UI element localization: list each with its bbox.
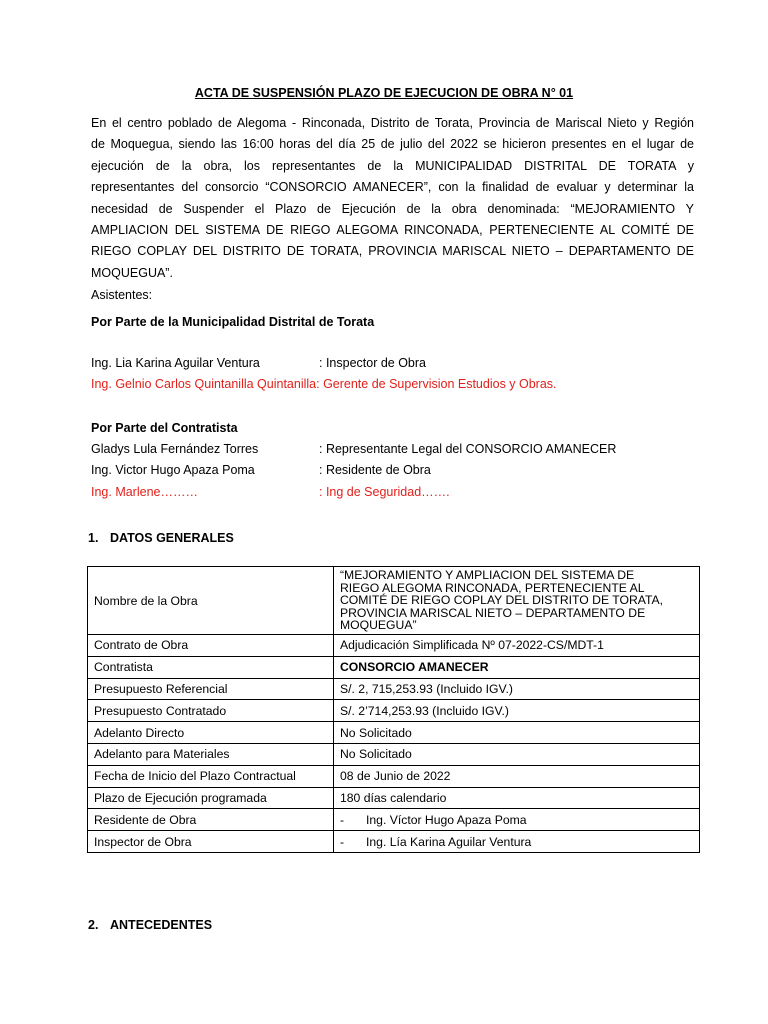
table-label-cell: Presupuesto Referencial (88, 678, 334, 700)
table-value-cell (334, 831, 700, 853)
attendee-name: Ing. Victor Hugo Apaza Poma (91, 463, 255, 477)
intro-line: AMPLIACION DEL SISTEMA DE RIEGO ALEGOMA RINCONADA, PERTENECIENTE AL COMITÉ DE (91, 223, 694, 238)
attendee-role: : Residente de Obra (319, 463, 431, 477)
attendee-role: : Inspector de Obra (319, 356, 427, 370)
table-value-cell: S/. 2’714,253.93 (Incluido IGV.) (334, 700, 700, 722)
table-label-cell: Presupuesto Contratado (88, 700, 334, 722)
table-value-cell: 08 de Junio de 2022 (334, 765, 700, 787)
table-label-cell: Residente de Obra (88, 809, 334, 831)
intro-line: de Moquegua, siendo las 16:00 horas del día 25 de julio del 2022 se hicieron presentes en el lugar de (91, 137, 694, 152)
table-label-cell: Contrato de Obra (88, 635, 334, 657)
attendee-role: : Ing de Seguridad……. (319, 485, 450, 499)
section-heading-antecedentes (88, 918, 212, 932)
table-row (88, 831, 700, 853)
intro-line: RIEGO COPLAY DEL DISTRITO DE TORATA, PROVINCIA MARISCAL NIETO – DEPARTAMENTO DE (91, 244, 694, 259)
table-row (88, 678, 700, 700)
table-row (88, 722, 700, 744)
obra-line: PROVINCIA MARISCAL NIETO – DEPARTAMENTO DE (340, 605, 646, 620)
attendee-name: Ing. Marlene……… (91, 485, 198, 499)
table-label-cell: Contratista (88, 656, 334, 678)
table-row (88, 567, 700, 635)
attendee-name: Ing. Lia Karina Aguilar Ventura (91, 356, 260, 370)
table-value-cell (334, 809, 700, 831)
attendee-name: Gladys Lula Fernández Torres (91, 442, 259, 456)
table-row (88, 787, 700, 809)
section-heading-datos-generales (88, 531, 234, 545)
intro-line: representantes del consorcio “CONSORCIO AMANECER”, con la finalidad de evaluar y determinar la (91, 180, 694, 195)
contratista-heading: Por Parte del Contratista (91, 421, 238, 435)
section-title: ANTECEDENTES (110, 918, 213, 932)
table-label-cell: Nombre de la Obra (88, 567, 334, 635)
document-title: ACTA DE SUSPENSIÓN PLAZO DE EJECUCION DE OBRA N° 01 (194, 86, 574, 100)
table-label-cell: Adelanto Directo (88, 722, 334, 744)
obra-line: “MEJORAMIENTO Y AMPLIACION DEL SISTEMA DE (340, 568, 635, 583)
section-title: DATOS GENERALES (110, 531, 234, 545)
list-dash: - (340, 834, 345, 849)
obra-line: COMITÉ DE RIEGO COPLAY DEL DISTRITO DE TORATA, (340, 593, 664, 608)
table-value-text: Ing. Víctor Hugo Apaza Poma (366, 812, 527, 827)
table-label-cell: Adelanto para Materiales (88, 743, 334, 765)
table-row (88, 809, 700, 831)
table-value-cell: No Solicitado (334, 722, 700, 744)
attendee-role: : Representante Legal del CONSORCIO AMANECER (319, 442, 617, 456)
datos-generales-table (87, 566, 700, 853)
intro-line: ejecución de la obra, los representantes de la MUNICIPALIDAD DISTRITAL DE TORATA y (91, 158, 694, 173)
table-value-cell: No Solicitado (334, 743, 700, 765)
attendee-red-line: Ing. Gelnio Carlos Quintanilla Quintanilla: Gerente de Supervision Estudios y Obras. (91, 377, 557, 391)
asistentes-label: Asistentes: (91, 288, 153, 302)
table-label-cell: Fecha de Inicio del Plazo Contractual (88, 765, 334, 787)
table-value-cell: Adjudicación Simplificada Nº 07-2022-CS/MDT-1 (334, 635, 700, 657)
intro-line: necesidad de Suspender el Plazo de Ejecución de la obra denominada: “MEJORAMIENTO Y (91, 201, 694, 216)
section-number: 2. (88, 918, 99, 932)
table-label-cell: Plazo de Ejecución programada (88, 787, 334, 809)
intro-line: MOQUEGUA”. (91, 265, 173, 280)
obra-line: RIEGO ALEGOMA RINCONADA, PERTENECIENTE AL (340, 580, 645, 595)
table-row (88, 656, 700, 678)
table-value-cell: S/. 2, 715,253.93 (Incluido IGV.) (334, 678, 700, 700)
table-value-cell: 180 días calendario (334, 787, 700, 809)
section-number: 1. (88, 531, 99, 545)
table-value-text: Ing. Lía Karina Aguilar Ventura (366, 834, 532, 849)
table-row (88, 743, 700, 765)
obra-line: MOQUEGUA” (340, 618, 417, 633)
list-dash: - (340, 812, 345, 827)
municipalidad-heading: Por Parte de la Municipalidad Distrital de Torata (91, 315, 375, 329)
table-row (88, 700, 700, 722)
table-label-cell: Inspector de Obra (88, 831, 334, 853)
table-value-cell (334, 567, 700, 635)
table-row (88, 635, 700, 657)
intro-paragraph (91, 113, 694, 284)
table-row (88, 765, 700, 787)
table-value-cell: CONSORCIO AMANECER (334, 656, 700, 678)
intro-line: En el centro poblado de Alegoma - Rinconada, Distrito de Torata, Provincia de Mariscal Nieto y Región (91, 116, 694, 130)
